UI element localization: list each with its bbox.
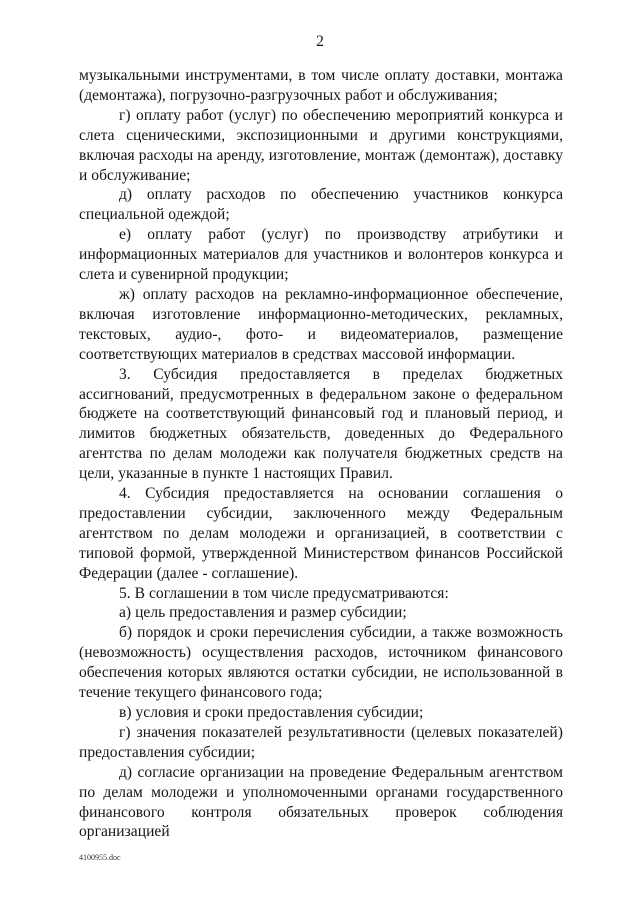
paragraph-clause-4: 4. Субсидия предоставляется на основании соглашения о предоставлении субсидии, заключенного между Федеральным агентством по делам молодежи и организацией, в соответствии с типовой формой, утвержденной Министерством финансов Российской Федерации (далее - соглашение). xyxy=(79,485,563,582)
paragraph-continuation: музыкальными инструментами, в том числе оплату доставки, монтажа (демонтажа), погрузочно-разгрузочных работ и обслуживания; xyxy=(79,67,563,104)
paragraph-item-b: б) порядок и сроки перечисления субсидии, а также возможность (невозможность) осуществления расходов, источником финансового обеспечения которых являются остатки субсидии, не использованной в течение текущего финансового года; xyxy=(79,624,563,702)
paragraph-item-e: е) оплату работ (услуг) по производству атрибутики и информационных материалов для участников и волонтеров конкурса и слета и сувенирной продукции; xyxy=(79,226,563,284)
paragraph-item-a: а) цель предоставления и размер субсидии; xyxy=(119,604,407,622)
paragraph-item-g2: г) значения показателей результативности (целевых показателей) предоставления субсидии; xyxy=(79,723,563,761)
paragraph-item-v: в) условия и сроки предоставления субсидии; xyxy=(119,704,424,721)
document-body xyxy=(79,66,563,842)
paragraph-clause-5: 5. В соглашении в том числе предусматриваются: xyxy=(119,584,449,602)
paragraph-item-d: д) оплату расходов по обеспечению участников конкурса специальной одеждой; xyxy=(79,186,563,224)
paragraph-item-zh: ж) оплату расходов на рекламно-информационное обеспечение, включая изготовление информационно-методических, рекламных, текстовых, аудио-, фото- и видеоматериалов, размещение соответствующих материалов в средствах массовой информации. xyxy=(79,285,563,363)
paragraph-item-g: г) оплату работ (услуг) по обеспечению мероприятий конкурса и слета сценическими, экспозиционными и другими конструкциями, включая расходы на аренду, изготовление, монтаж (демонтаж), доставку и обслуживание; xyxy=(79,106,563,184)
paragraph-item-d2: д) согласие организации на проведение Федеральным агентством по делам молодежи и уполномоченными органами государственного финансового контроля обязательных проверок соблюдения организацией xyxy=(79,763,563,841)
page-number: 2 xyxy=(316,33,324,50)
paragraph-clause-3: 3. Субсидия предоставляется в пределах бюджетных ассигнований, предусмотренных в федеральном законе о федеральном бюджете на соответствующий финансовый год и плановый период, и лимитов бюджетных обязательств, доведенных до Федерального агентства по делам молодежи как получателя бюджетных средств на цели, указанные в пункте 1 настоящих Правил. xyxy=(79,365,563,483)
document-footer: 4100955.doc xyxy=(79,853,121,862)
